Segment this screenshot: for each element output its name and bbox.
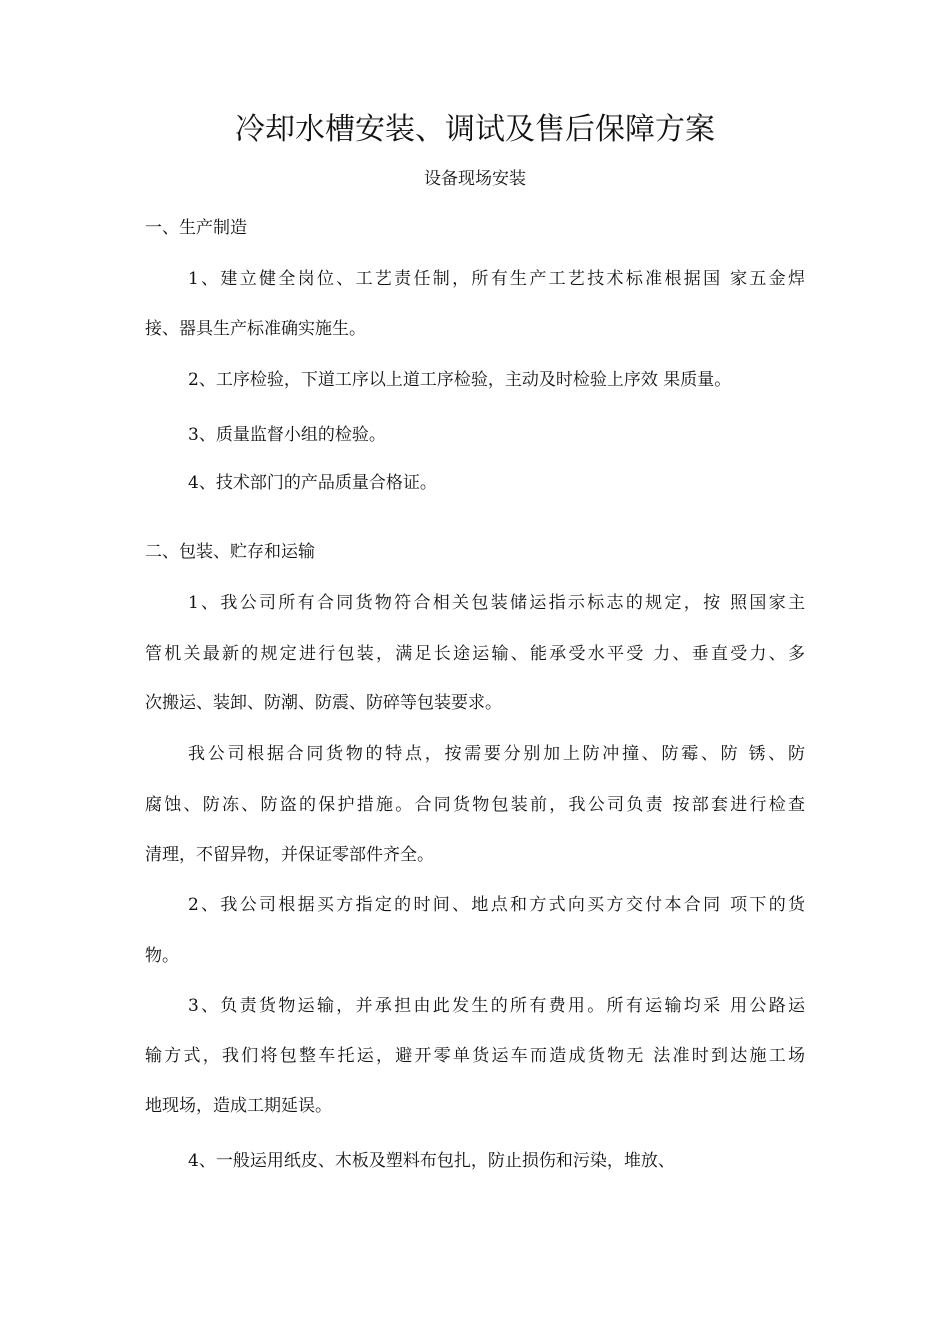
paragraph-line: 输方式，我们将包整车托运，避开零单货运车而造成货物无 法准时到达施工场 [145,1046,805,1066]
paragraph-line: 4、技术部门的产品质量合格证。 [188,473,437,493]
paragraph-line: 管机关最新的规定进行包装，满足长途运输、能承受水平受 力、垂直受力、多 [145,644,805,664]
document-subtitle: 设备现场安装 [424,169,526,189]
paragraph-line: 1、建立健全岗位、工艺责任制，所有生产工艺技术标准根据国 家五金焊 [188,269,805,289]
paragraph-line: 接、器具生产标准确实施生。 [145,319,366,339]
paragraph-line: 3、质量监督小组的检验。 [188,425,386,445]
section-heading: 二、包装、贮存和运输 [145,542,315,562]
paragraph-line: 1、我公司所有合同货物符合相关包装储运指示标志的规定，按 照国家主 [188,593,805,613]
paragraph-line: 2、工序检验，下道工序以上道工序检验，主动及时检验上序效 果质量。 [188,370,732,390]
paragraph-line: 地现场，造成工期延误。 [145,1096,332,1116]
paragraph-line: 清理，不留异物，并保证零部件齐全。 [145,845,434,865]
paragraph-line: 4、一般运用纸皮、木板及塑料布包扎，防止损伤和污染，堆放、 [188,1151,675,1171]
paragraph-line: 2、我公司根据买方指定的时间、地点和方式向买方交付本合同 项下的货 [188,895,805,915]
document-title: 冷却水槽安装、调试及售后保障方案 [235,112,715,147]
paragraph-line: 次搬运、装卸、防潮、防震、防碎等包装要求。 [145,693,502,713]
paragraph-line: 物。 [145,946,179,966]
paragraph-line: 腐蚀、防冻、防盗的保护措施。合同货物包装前，我公司负责 按部套进行检查 [145,795,805,815]
paragraph-line: 我公司根据合同货物的特点，按需要分别加上防冲撞、防霉、防 锈、防 [188,744,805,764]
section-heading: 一、生产制造 [145,218,247,238]
paragraph-line: 3、负责货物运输，并承担由此发生的所有费用。所有运输均采 用公路运 [188,996,805,1016]
